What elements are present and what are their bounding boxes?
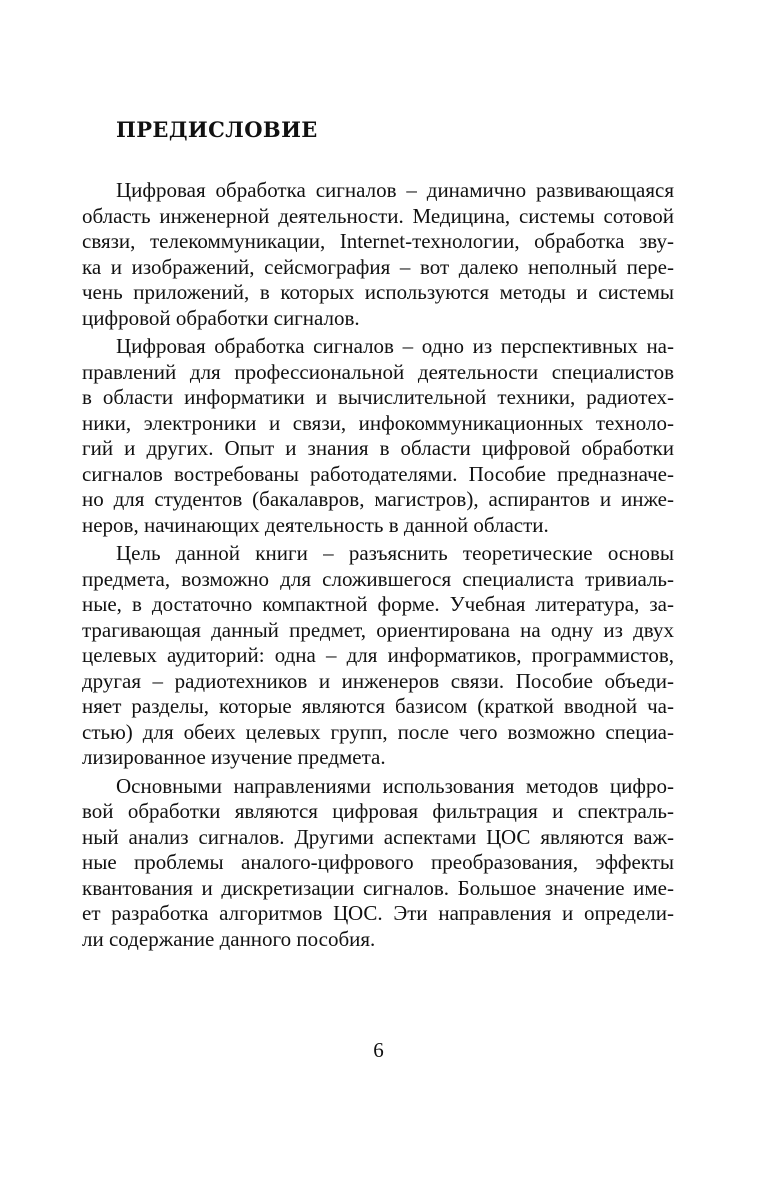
text-line: Цель данной книги – разъяснить теоретические основы xyxy=(116,541,674,565)
text-line: ет разработка алгоритмов ЦОС. Эти направления и определи- xyxy=(82,901,674,925)
text-line: вой обработки являются цифровая фильтрация и спектраль- xyxy=(82,799,674,823)
paragraph-4 xyxy=(82,774,674,953)
text-line: сигналов востребованы работодателями. Пособие предназначе- xyxy=(82,461,674,486)
text-line: но для студентов (бакалавров, магистров), аспирантов и инже- xyxy=(82,487,674,511)
text-line: лизированное изучение предмета. xyxy=(82,745,386,769)
paragraph-3 xyxy=(82,541,674,771)
text-line: чень приложений, в которых используются методы и системы xyxy=(82,280,674,304)
text-line: правлений для профессиональной деятельности специалистов xyxy=(82,359,674,384)
text-line: стью) для обеих целевых групп, после чего возможно специа- xyxy=(82,719,674,744)
body-text xyxy=(82,178,674,952)
text-line: неров, начинающих деятельность в данной области. xyxy=(82,512,549,537)
text-line: связи, телекоммуникации, Internet-технологии, обработка зву- xyxy=(82,229,674,253)
text-line: Основными направлениями использования методов цифро- xyxy=(116,773,674,798)
text-line: гий и других. Опыт и знания в области цифровой обработки xyxy=(82,436,674,460)
text-line: область инженерной деятельности. Медицина, системы сотовой xyxy=(82,203,674,228)
text-line: в области информатики и вычислительной техники, радиотех- xyxy=(82,385,674,409)
text-line: ный анализ сигналов. Другими аспектами ЦОС являются важ- xyxy=(82,824,674,849)
text-line: другая – радиотехников и инженеров связи. Пособие объеди- xyxy=(82,668,674,693)
text-line: няет разделы, которые являются базисом (краткой вводной ча- xyxy=(82,694,674,718)
page-number: 6 xyxy=(373,1038,384,1062)
chapter-title: ПРЕДИСЛОВИЕ xyxy=(116,117,318,142)
paragraph-1 xyxy=(82,178,674,331)
text-line: цифровой обработки сигналов. xyxy=(82,305,360,330)
text-line: ники, электроники и связи, инфокоммуникационных техноло- xyxy=(82,410,674,435)
text-line: трагивающая данный предмет, ориентирована на одну из двух xyxy=(82,617,674,642)
text-line: ные, в достаточно компактной форме. Учебная литература, за- xyxy=(82,592,674,616)
paragraph-2 xyxy=(82,334,674,538)
text-line: квантования и дискретизации сигналов. Большое значение име- xyxy=(82,875,674,900)
text-line: ли содержание данного пособия. xyxy=(82,926,376,951)
text-line: предмета, возможно для сложившегося специалиста тривиаль- xyxy=(82,566,674,591)
text-line: Цифровая обработка сигналов – динамично развивающаяся xyxy=(116,178,674,202)
text-line: ные проблемы аналого-цифрового преобразования, эффекты xyxy=(82,850,674,874)
text-line: ка и изображений, сейсмография – вот далеко неполный пере- xyxy=(82,254,674,279)
text-line: целевых аудиторий: одна – для информатиков, программистов, xyxy=(82,643,674,667)
text-line: Цифровая обработка сигналов – одно из перспективных на- xyxy=(116,334,674,358)
